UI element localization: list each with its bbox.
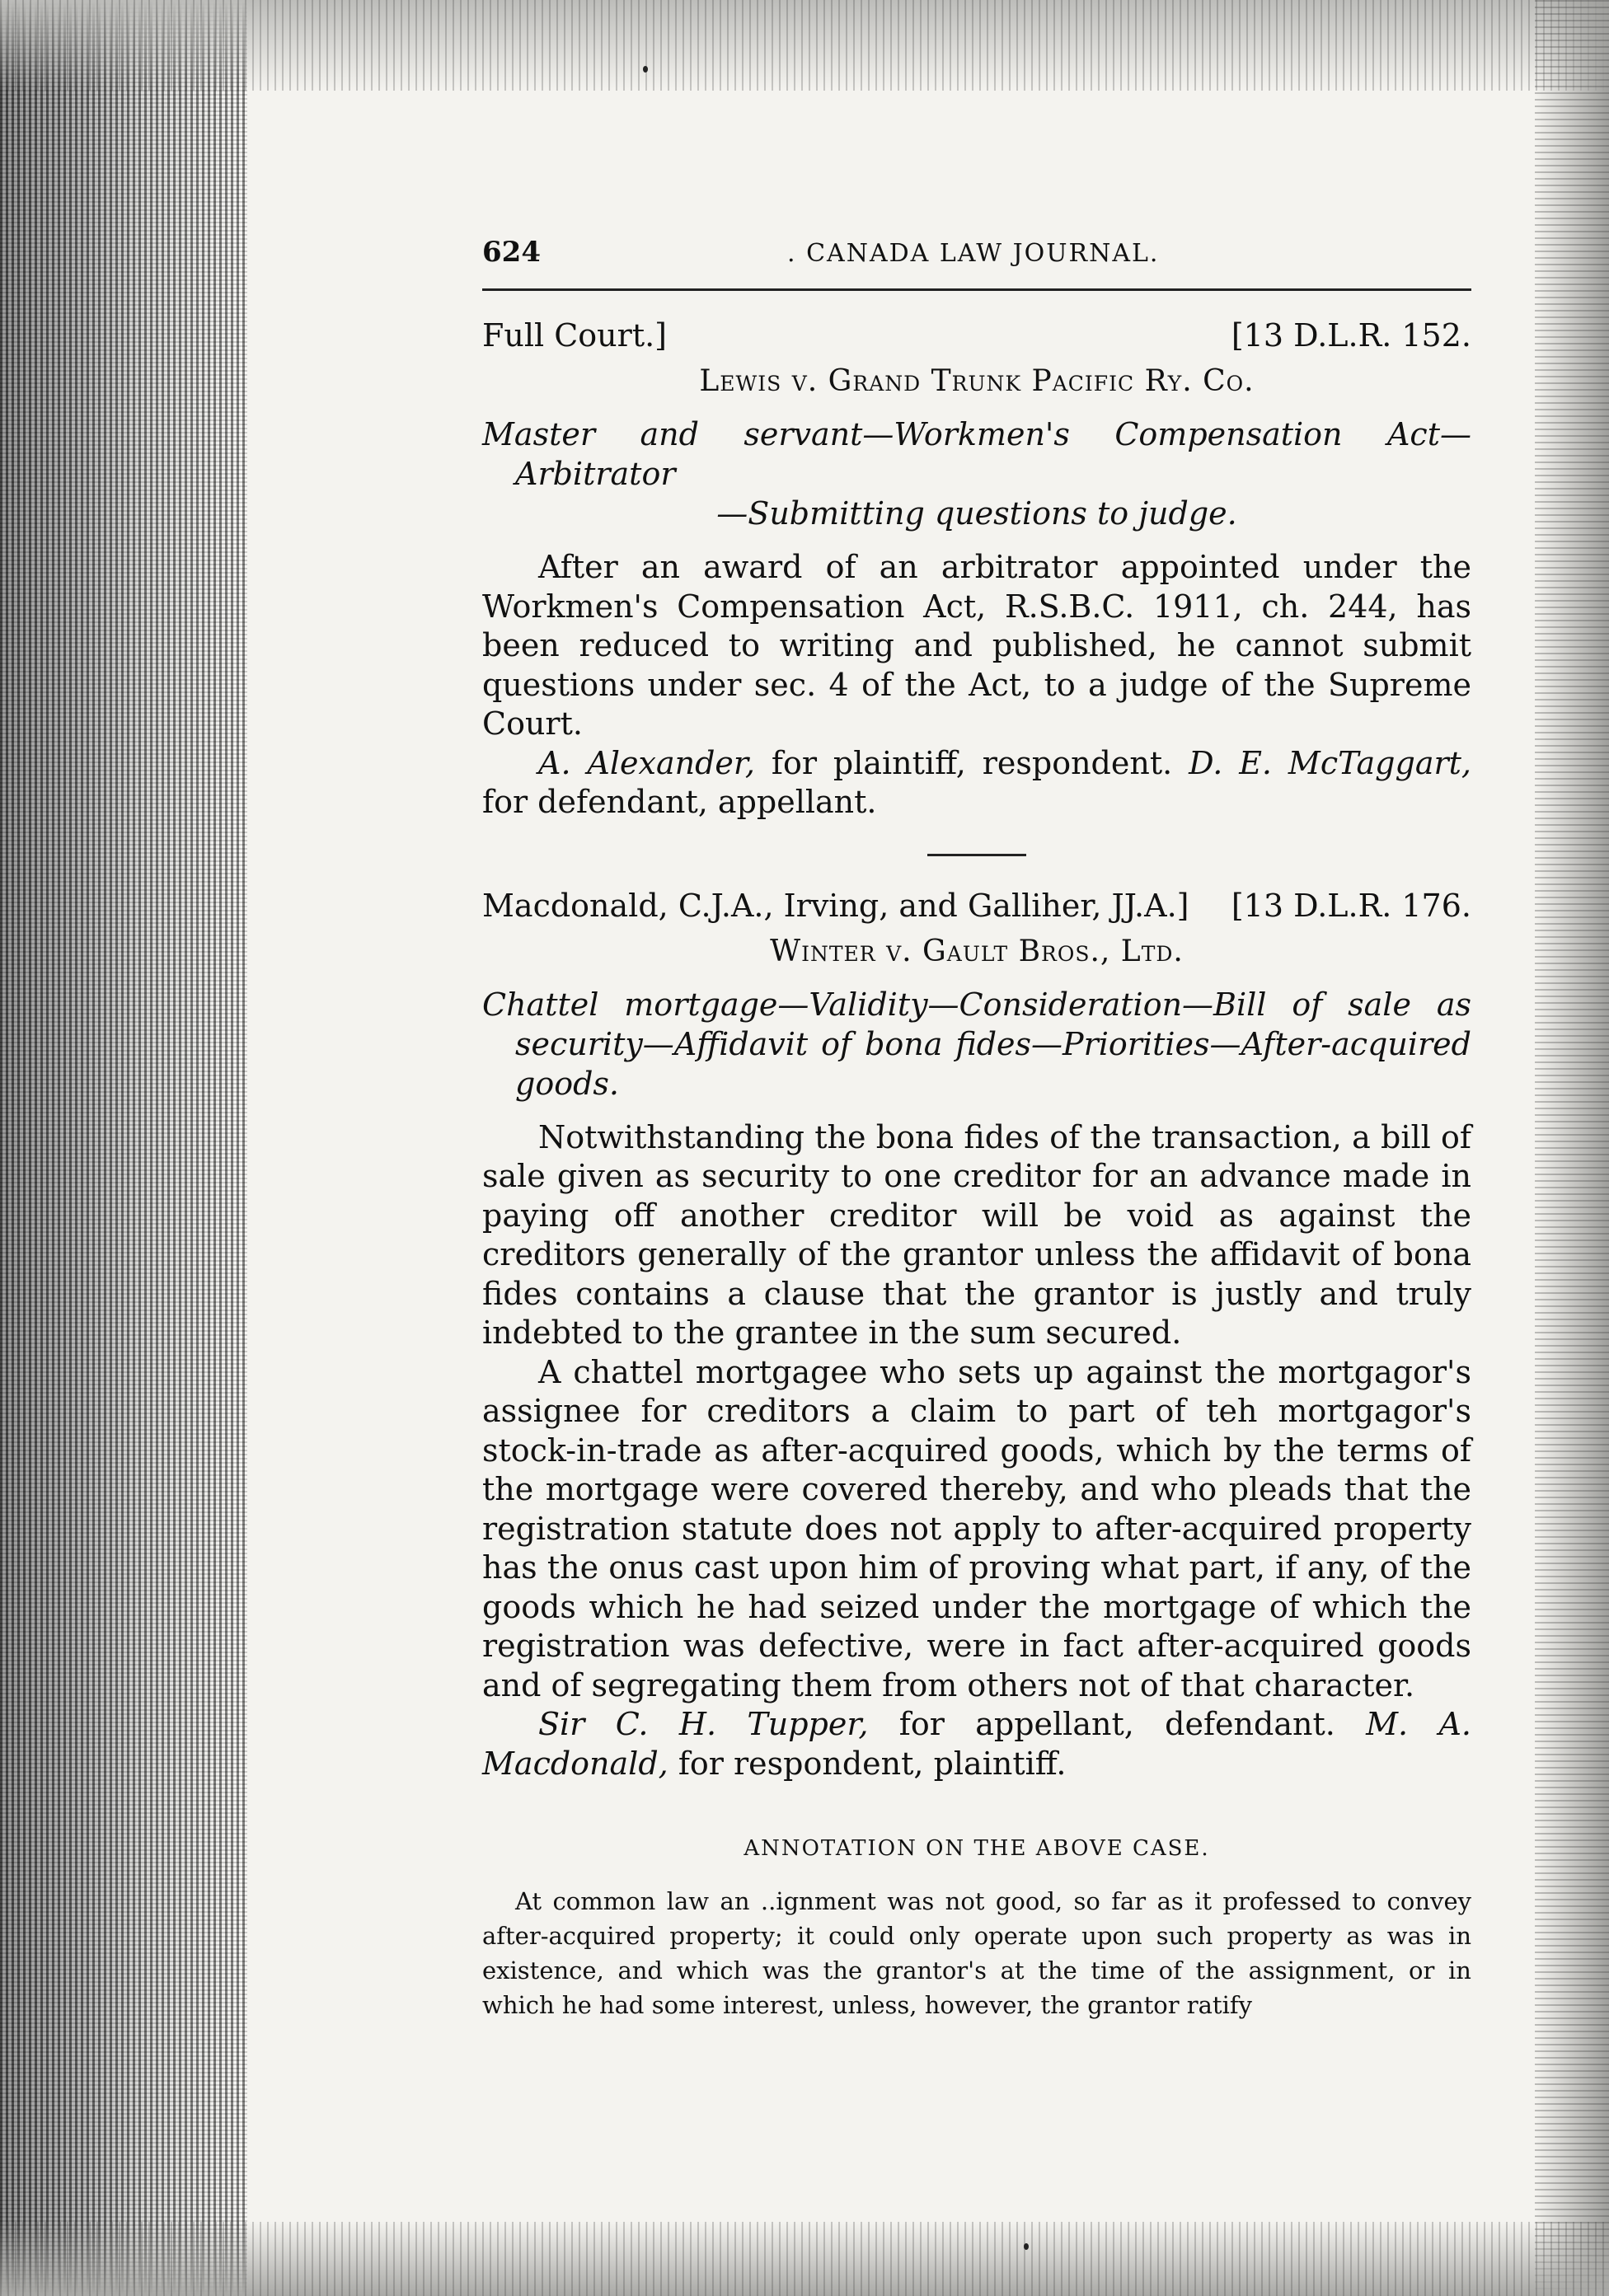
headnote-continued: —Submitting questions to judge. bbox=[716, 495, 1237, 532]
case-separator bbox=[927, 854, 1026, 856]
counsel-line bbox=[482, 1705, 1471, 1783]
counsel-role: for defendant, appellant. bbox=[482, 784, 877, 820]
counsel-role: for appellant, defendant. bbox=[868, 1706, 1367, 1742]
holding-paragraph: After an award of an arbitrator appointed under the Workmen's Compensation Act, R.S.B.C. 1911, ch. 244, has been reduced to writing and published, he cannot submit questions under sec. 4 of the Act, to a judge of the Supreme Court. bbox=[482, 549, 1471, 742]
citation: [13 D.L.R. 152. bbox=[1231, 317, 1471, 354]
court-line bbox=[482, 886, 1471, 925]
headnote: Chattel mortgage—Validity—Consideration—Bill of sale as security—Affidavit of bona fides—Priorities—After-acquired goods. bbox=[482, 986, 1471, 1102]
running-head bbox=[482, 231, 1471, 272]
holding-paragraph: A chattel mortgagee who sets up against the mortgagor's assignee for creditors a claim to part of teh mortgagor's stock-in-trade as after-acquired goods, which by the terms of the mortgage were covered thereby, and who pleads that the registration statute does not apply to after-acquired property has the onus cast upon him of proving what part, if any, of the goods which he had seized under the mortgage of which the registration was defective, were in fact after-acquired goods and of segregating them from others not of that character. bbox=[482, 1353, 1471, 1703]
counsel-name: Sir C. H. Tupper, bbox=[538, 1706, 869, 1742]
annotation-text: At common law an ..ignment was not good, so far as it professed to convey after-acquired property; it could only operate upon such property as was in existence, and which was the grantor's at the time of the assignment, or in which he had some interest, unless, however, the grantor ratify bbox=[482, 1887, 1471, 2019]
case-lewis bbox=[482, 316, 1471, 822]
case-title: Winter v. Gault Bros., Ltd. bbox=[770, 934, 1184, 968]
case-winter bbox=[482, 886, 1471, 1784]
counsel-name: M. A. Macdonald, bbox=[482, 1706, 1471, 1782]
court-name: Full Court.] bbox=[482, 317, 667, 354]
journal-page bbox=[482, 231, 1471, 2022]
court-name: Macdonald, C.J.A., Irving, and Galliher, JJ.A.] bbox=[482, 887, 1189, 924]
citation: [13 D.L.R. 176. bbox=[1231, 887, 1471, 924]
counsel-name: D. E. McTaggart, bbox=[1189, 744, 1471, 781]
scan-left-edge bbox=[0, 0, 247, 2296]
counsel-line bbox=[482, 744, 1471, 822]
counsel-name: A. Alexander, bbox=[538, 744, 755, 781]
page-number: 624 bbox=[482, 236, 541, 269]
headnote: Master and servant—Workmen's Compensation Act—Arbitrator bbox=[482, 416, 1471, 492]
header-rule bbox=[482, 288, 1471, 291]
scan-speck bbox=[643, 66, 648, 73]
court-line bbox=[482, 316, 1471, 355]
counsel-role: for respondent, plaintiff. bbox=[668, 1745, 1067, 1782]
annotation-title: ANNOTATION ON THE ABOVE CASE. bbox=[744, 1836, 1210, 1861]
annotation bbox=[482, 1836, 1471, 2022]
scan-speck bbox=[1024, 2243, 1029, 2250]
case-title: Lewis v. Grand Trunk Pacific Ry. Co. bbox=[699, 364, 1255, 398]
scan-top-edge bbox=[0, 0, 1609, 91]
scan-right-edge bbox=[1535, 0, 1609, 2296]
holding-paragraph: Notwithstanding the bona fides of the transaction, a bill of sale given as security to one creditor for an advance made in paying off another creditor will be void as against the creditors generally of the grantor unless the affidavit of bona fides contains a clause that the grantor is justly and truly indebted to the grantee in the sum secured. bbox=[482, 1118, 1471, 1351]
scan-bottom-edge bbox=[0, 2222, 1609, 2296]
journal-title: . CANADA LAW JOURNAL. bbox=[787, 239, 1160, 268]
counsel-role: for plaintiff, respondent. bbox=[754, 744, 1189, 781]
